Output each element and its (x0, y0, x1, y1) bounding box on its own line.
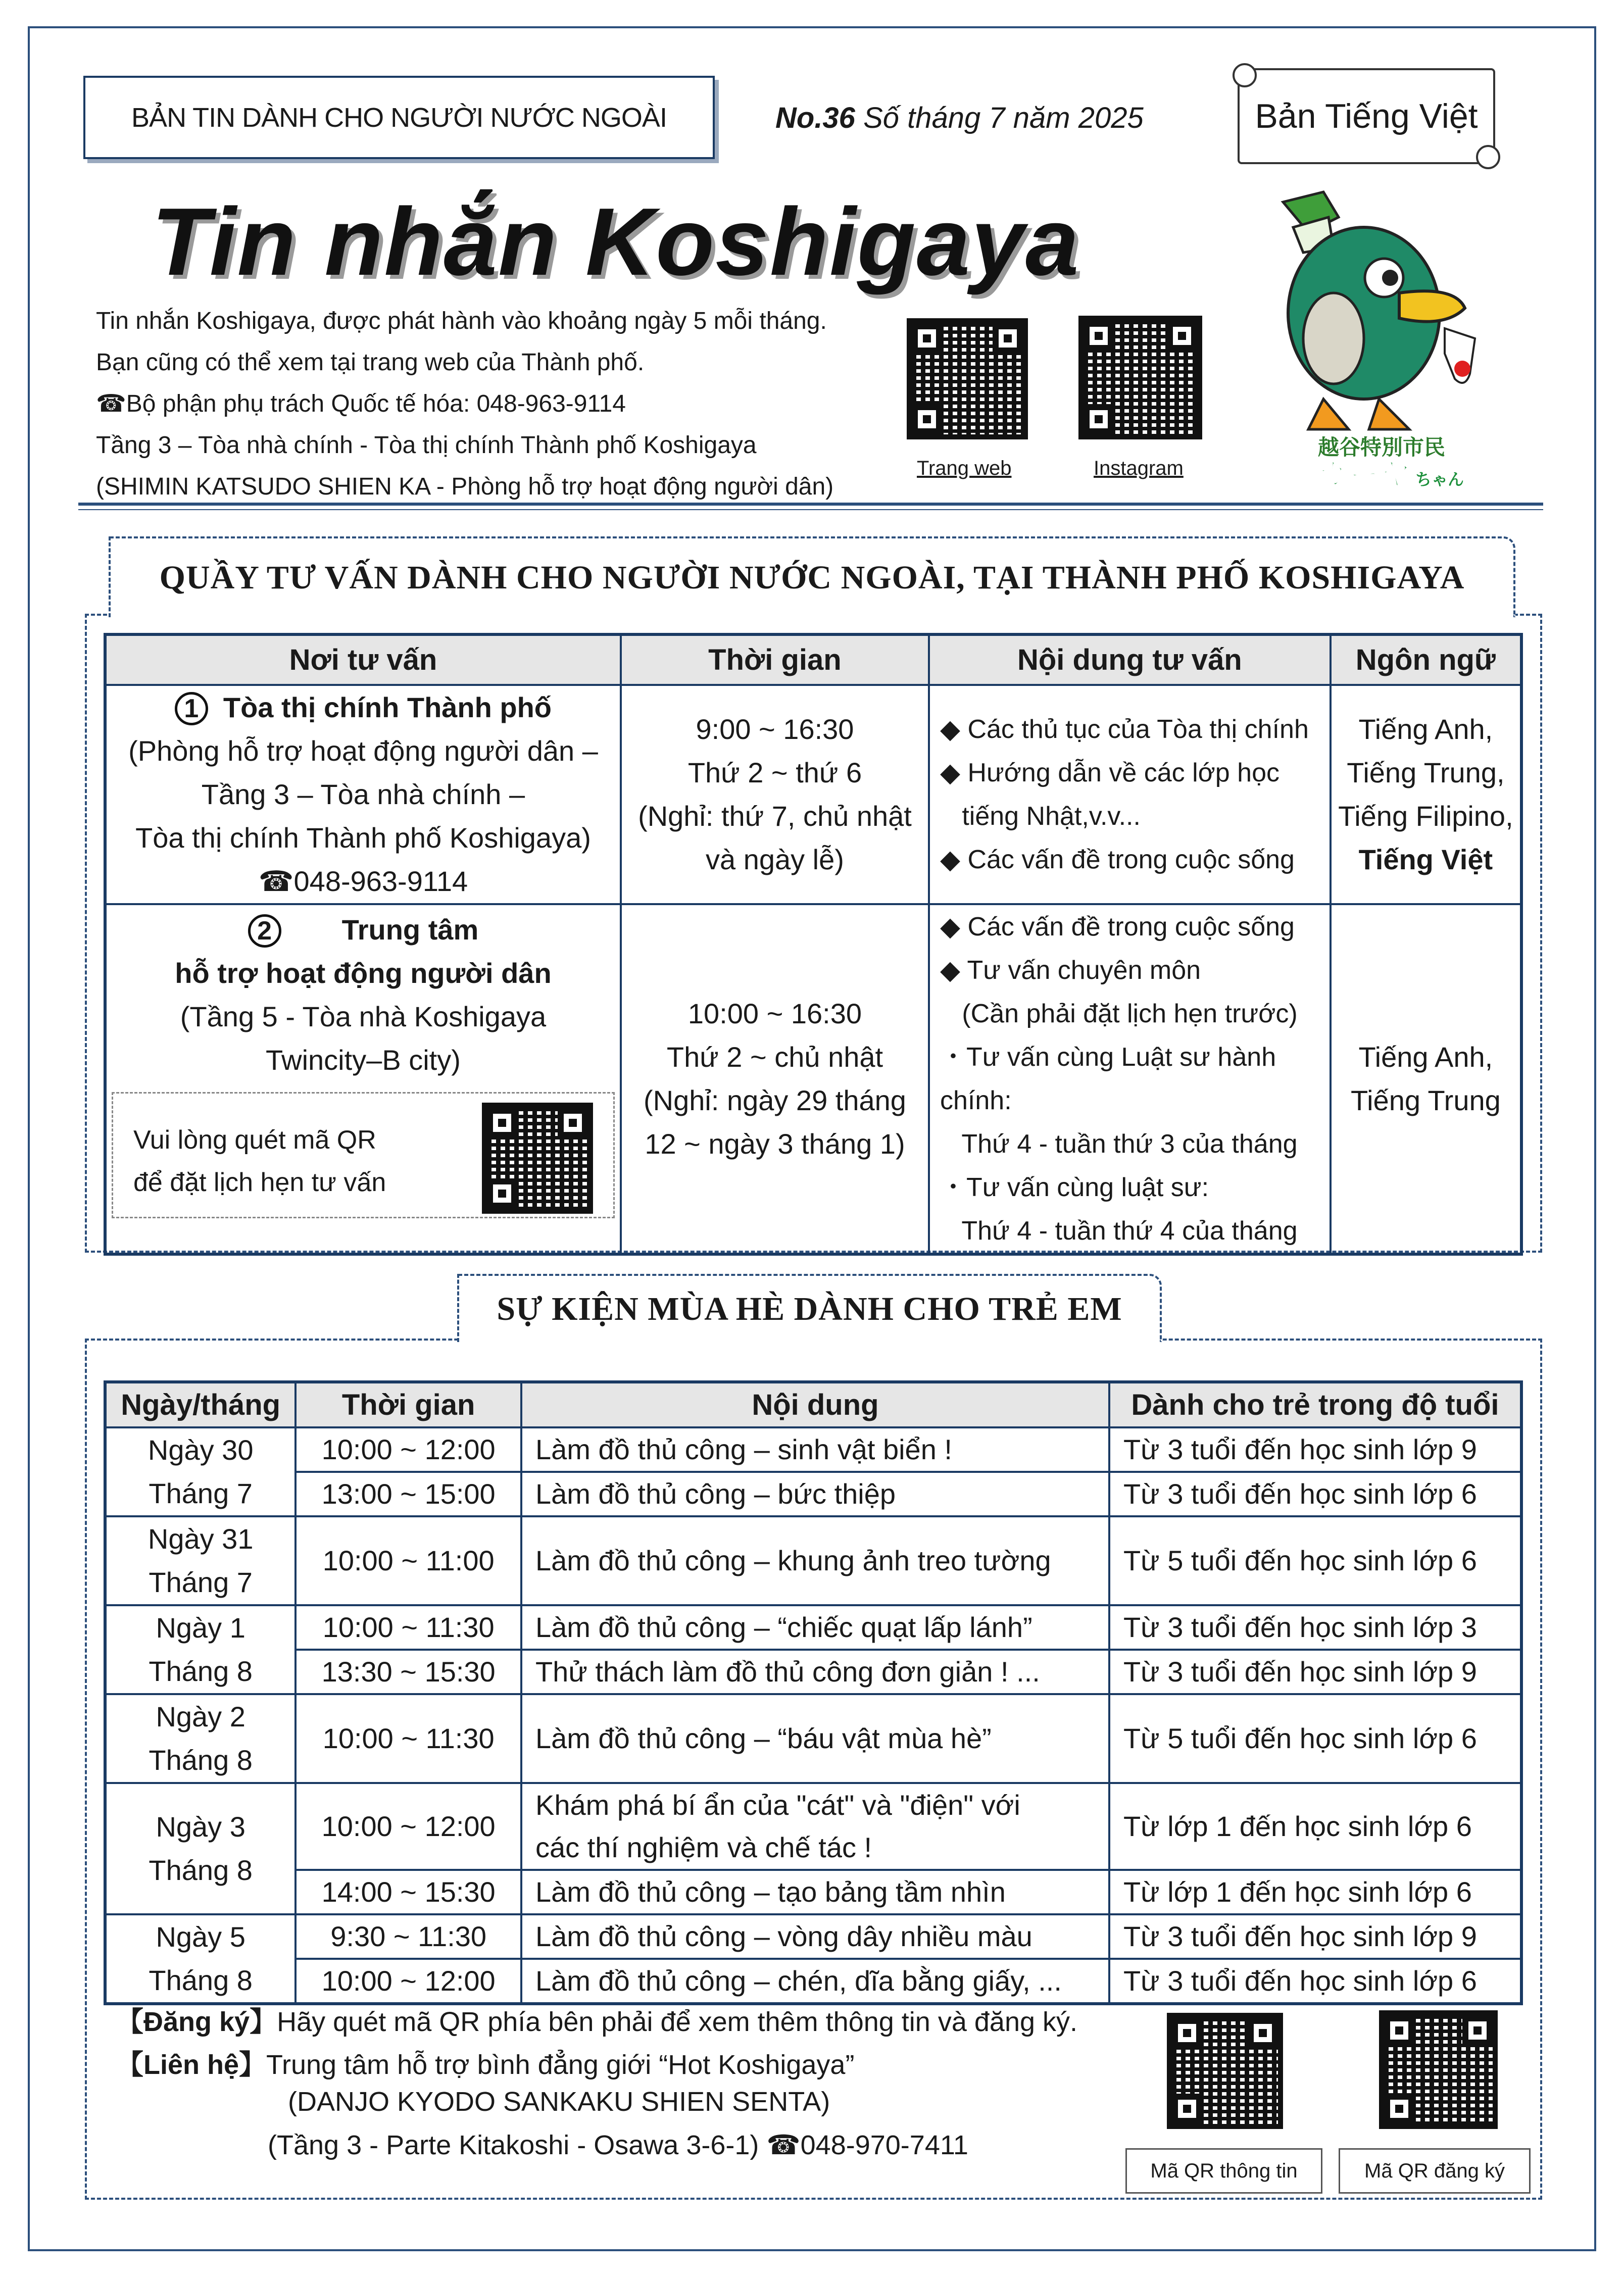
content-line: (Cần phải đặt lịch hẹn trước) (940, 999, 1298, 1028)
time-line: Thứ 2 ~ thứ 6 (687, 757, 862, 788)
table-row (105, 1605, 1521, 1650)
date-cell (105, 1605, 296, 1694)
issue-number: No.36 (775, 102, 855, 134)
contact-line (116, 2043, 854, 2082)
time-cell (621, 685, 929, 904)
consult-row-civic-center (105, 904, 1521, 1254)
time-cell: 10:00 ~ 12:00 (296, 1427, 521, 1472)
table-row (105, 1959, 1521, 2004)
header-divider-thin (78, 509, 1543, 510)
col-header: Dành cho trẻ trong độ tuổi (1109, 1382, 1521, 1427)
language-line: Tiếng Trung, (1347, 757, 1505, 788)
publication-info (96, 301, 833, 508)
header-divider (78, 503, 1543, 506)
date-day: Ngày 2 (156, 1701, 245, 1732)
content-line: Thứ 4 - tuần thứ 3 của tháng (940, 1129, 1298, 1159)
info-line: Tin nhắn Koshigaya, được phát hành vào khoảng ngày 5 mỗi tháng. (96, 308, 827, 334)
booking-qr-code[interactable] (482, 1103, 593, 1214)
place-line: Twincity–B city) (266, 1044, 461, 1076)
time-line: 12 ~ ngày 3 tháng 1) (645, 1128, 905, 1160)
content-line: Thứ 4 - tuần thứ 4 của tháng (940, 1216, 1298, 1246)
age-cell: Từ 3 tuổi đến học sinh lớp 9 (1109, 1914, 1521, 1959)
number-badge: 2 (248, 914, 281, 948)
qr-note: để đặt lịch hẹn tư vấn (133, 1168, 386, 1197)
issue-date: Số tháng 7 năm 2025 (855, 102, 1144, 134)
content-line: tiếng Nhật,v.v... (940, 802, 1141, 831)
register-text: Hãy quét mã QR phía bên phải để xem thêm thông tin và đăng ký. (277, 2007, 1078, 2037)
language-cell (1331, 685, 1521, 904)
mascot-caption-suffix: ちゃん (1415, 470, 1464, 489)
content-line: ◆ Tư vấn chuyên môn (940, 956, 1201, 985)
time-cell: 10:00 ~ 11:00 (296, 1516, 521, 1605)
register-line (116, 2000, 1077, 2039)
language-line: Tiếng Trung (1350, 1084, 1501, 1116)
language-label: Bản Tiếng Việt (1255, 97, 1478, 135)
issue-info (775, 101, 1144, 135)
time-cell: 10:00 ~ 11:30 (296, 1605, 521, 1650)
content-cell: Làm đồ thủ công – vòng dây nhiều màu (521, 1914, 1109, 1959)
number-badge: 1 (175, 692, 208, 725)
instagram-qr-code[interactable] (1078, 316, 1202, 439)
phone-number: ☎048-963-9114 (258, 865, 468, 897)
mascot-caption-name: ガーヤ (1316, 456, 1411, 490)
table-row (105, 1914, 1521, 1959)
website-link[interactable]: Trang web (917, 457, 1012, 479)
date-day: Ngày 3 (156, 1811, 245, 1843)
time-line: Thứ 2 ~ chủ nhật (666, 1041, 883, 1073)
mascot-caption-top: 越谷特別市民 (1317, 435, 1446, 460)
register-label: 【Đăng ký】 (116, 2007, 277, 2037)
col-header: Nội dung (521, 1382, 1109, 1427)
content-cell: Làm đồ thủ công – chén, dĩa bằng giấy, ... (521, 1959, 1109, 2004)
place-cell (105, 904, 621, 1254)
content-cell: Làm đồ thủ công – bức thiệp (521, 1472, 1109, 1516)
date-day: Ngày 31 (147, 1523, 254, 1555)
booking-qr-box (112, 1092, 615, 1218)
content-line: ・Tư vấn cùng Luật sư hành chính: (940, 1043, 1276, 1115)
time-cell: 13:00 ~ 15:00 (296, 1472, 521, 1516)
age-cell: Từ 5 tuổi đến học sinh lớp 6 (1109, 1694, 1521, 1783)
website-qr-code[interactable] (907, 318, 1028, 439)
table-row (105, 1427, 1521, 1472)
contact-label: 【Liên hệ】 (116, 2050, 267, 2080)
time-line: 9:00 ~ 16:30 (696, 713, 854, 745)
register-qr-code[interactable] (1379, 2010, 1498, 2129)
age-cell: Từ 3 tuổi đến học sinh lớp 3 (1109, 1605, 1521, 1650)
place-line: (Phòng hỗ trợ hoạt động người dân – (128, 735, 598, 767)
time-cell: 10:00 ~ 12:00 (296, 1783, 521, 1870)
time-cell: 13:30 ~ 15:30 (296, 1650, 521, 1694)
content-line: ◆ Hướng dẫn về các lớp học (940, 758, 1279, 787)
place-line: (Tầng 5 - Tòa nhà Koshigaya (180, 1001, 547, 1032)
table-row (105, 1472, 1521, 1516)
content-line: ・Tư vấn cùng luật sư: (940, 1173, 1209, 1202)
date-month: Tháng 8 (149, 1744, 253, 1776)
events-section-title: SỰ KIỆN MÙA HÈ DÀNH CHO TRẺ EM (457, 1274, 1162, 1342)
date-cell (105, 1427, 296, 1516)
content-line: ◆ Các vấn đề trong cuộc sống (940, 845, 1295, 874)
age-cell: Từ 3 tuổi đến học sinh lớp 9 (1109, 1650, 1521, 1694)
place-line: Tầng 3 – Tòa nhà chính – (201, 778, 525, 810)
date-day: Ngày 5 (156, 1921, 245, 1953)
content-cell: Làm đồ thủ công – “chiếc quạt lấp lánh” (521, 1605, 1109, 1650)
consult-table (104, 633, 1523, 1256)
place-title: hỗ trợ hoạt động người dân (175, 957, 552, 989)
date-cell (105, 1516, 296, 1605)
contact-line-2: (DANJO KYODO SANKAKU SHIEN SENTA) (288, 2087, 830, 2117)
place-title: Tòa thị chính Thành phố (223, 691, 552, 723)
consult-section-title: QUẦY TƯ VẤN DÀNH CHO NGƯỜI NƯỚC NGOÀI, TẠI THÀNH PHỐ KOSHIGAYA (109, 536, 1515, 617)
content-line: Khám phá bí ẩn của "cát" và "điện" với (535, 1789, 1020, 1821)
instagram-link[interactable]: Instagram (1094, 457, 1184, 479)
time-cell: 10:00 ~ 12:00 (296, 1959, 521, 2004)
info-line: ☎Bộ phận phụ trách Quốc tế hóa: 048-963-9114 (96, 390, 626, 417)
age-cell: Từ lớp 1 đến học sinh lớp 6 (1109, 1783, 1521, 1870)
col-header: Thời gian (621, 634, 929, 685)
bulletin-label: BẢN TIN DÀNH CHO NGƯỜI NƯỚC NGOÀI (83, 76, 715, 159)
consult-table-header (105, 634, 1521, 685)
language-line: Tiếng Filipino, (1338, 800, 1513, 832)
time-cell (621, 904, 929, 1254)
date-day: Ngày 1 (156, 1612, 245, 1644)
newsletter-title: Tin nhắn Koshigaya (152, 188, 1080, 295)
content-line: các thí nghiệm và chế tác ! (535, 1831, 872, 1863)
table-row (105, 1516, 1521, 1605)
time-cell: 14:00 ~ 15:30 (296, 1870, 521, 1914)
time-line: (Nghỉ: ngày 29 tháng (644, 1084, 906, 1116)
place-line: Tòa thị chính Thành phố Koshigaya) (135, 822, 591, 854)
content-cell: Làm đồ thủ công – khung ảnh treo tường (521, 1516, 1109, 1605)
language-line: Tiếng Anh, (1358, 1041, 1493, 1073)
consult-row-city-hall (105, 685, 1521, 904)
table-row (105, 1870, 1521, 1914)
col-header: Nơi tư vấn (105, 634, 621, 685)
date-month: Tháng 7 (149, 1566, 253, 1598)
events-table (104, 1380, 1523, 2005)
time-cell: 10:00 ~ 11:30 (296, 1694, 521, 1783)
content-cell (929, 685, 1331, 904)
date-month: Tháng 8 (149, 1854, 253, 1886)
place-title: Trung tâm (341, 914, 479, 946)
col-header: Thời gian (296, 1382, 521, 1427)
contact-text: Trung tâm hỗ trợ bình đẳng giới “Hot Koshigaya” (266, 2050, 855, 2080)
date-cell (105, 1914, 296, 2004)
date-month: Tháng 8 (149, 1655, 253, 1687)
age-cell: Từ 3 tuổi đến học sinh lớp 9 (1109, 1427, 1521, 1472)
time-cell: 9:30 ~ 11:30 (296, 1914, 521, 1959)
content-cell (929, 904, 1331, 1254)
table-row (105, 1783, 1521, 1870)
age-cell: Từ 3 tuổi đến học sinh lớp 6 (1109, 1959, 1521, 2004)
age-cell: Từ 3 tuổi đến học sinh lớp 6 (1109, 1472, 1521, 1516)
table-row (105, 1650, 1521, 1694)
duck-mascot-icon (1263, 187, 1500, 490)
info-line: Tầng 3 – Tòa nhà chính - Tòa thị chính Thành phố Koshigaya (96, 432, 757, 459)
table-row (105, 1694, 1521, 1783)
content-cell: Làm đồ thủ công – sinh vật biển ! (521, 1427, 1109, 1472)
content-line: ◆ Các vấn đề trong cuộc sống (940, 912, 1295, 942)
date-cell (105, 1694, 296, 1783)
place-cell (105, 685, 621, 904)
content-cell: Làm đồ thủ công – “báu vật mùa hè” (521, 1694, 1109, 1783)
col-header: Ngôn ngữ (1331, 634, 1521, 685)
time-line: 10:00 ~ 16:30 (687, 998, 862, 1029)
content-cell: Làm đồ thủ công – tạo bảng tầm nhìn (521, 1870, 1109, 1914)
language-cell (1331, 904, 1521, 1254)
language-line: Tiếng Anh, (1358, 713, 1493, 745)
date-month: Tháng 7 (149, 1477, 253, 1509)
date-cell (105, 1783, 296, 1914)
age-cell: Từ 5 tuổi đến học sinh lớp 6 (1109, 1516, 1521, 1605)
time-line: (Nghỉ: thứ 7, chủ nhật (638, 800, 912, 832)
info-qr-code[interactable] (1167, 2013, 1283, 2129)
date-month: Tháng 8 (149, 1964, 253, 1996)
language-banner (1238, 68, 1495, 164)
register-qr-label: Mã QR đăng ký (1339, 2148, 1531, 2194)
contact-address: (Tầng 3 - Parte Kitakoshi - Osawa 3-6-1) ☎048-970-7411 (268, 2130, 968, 2160)
content-cell: Thử thách làm đồ thủ công đơn giản ! ... (521, 1650, 1109, 1694)
events-table-header (105, 1382, 1521, 1427)
col-header: Nội dung tư vấn (929, 634, 1331, 685)
content-line: ◆ Các thủ tục của Tòa thị chính (940, 715, 1309, 744)
time-line: và ngày lễ) (705, 844, 844, 875)
language-line-highlight: Tiếng Việt (1358, 844, 1493, 875)
col-header: Ngày/tháng (105, 1382, 296, 1427)
date-day: Ngày 30 (147, 1434, 254, 1466)
age-cell: Từ lớp 1 đến học sinh lớp 6 (1109, 1870, 1521, 1914)
info-line: (SHIMIN KATSUDO SHIEN KA - Phòng hỗ trợ hoạt động người dân) (96, 473, 834, 500)
qr-note: Vui lòng quét mã QR (133, 1125, 376, 1155)
content-cell (521, 1783, 1109, 1870)
info-line: Bạn cũng có thể xem tại trang web của Thành phố. (96, 349, 645, 376)
info-qr-label: Mã QR thông tin (1125, 2148, 1322, 2194)
